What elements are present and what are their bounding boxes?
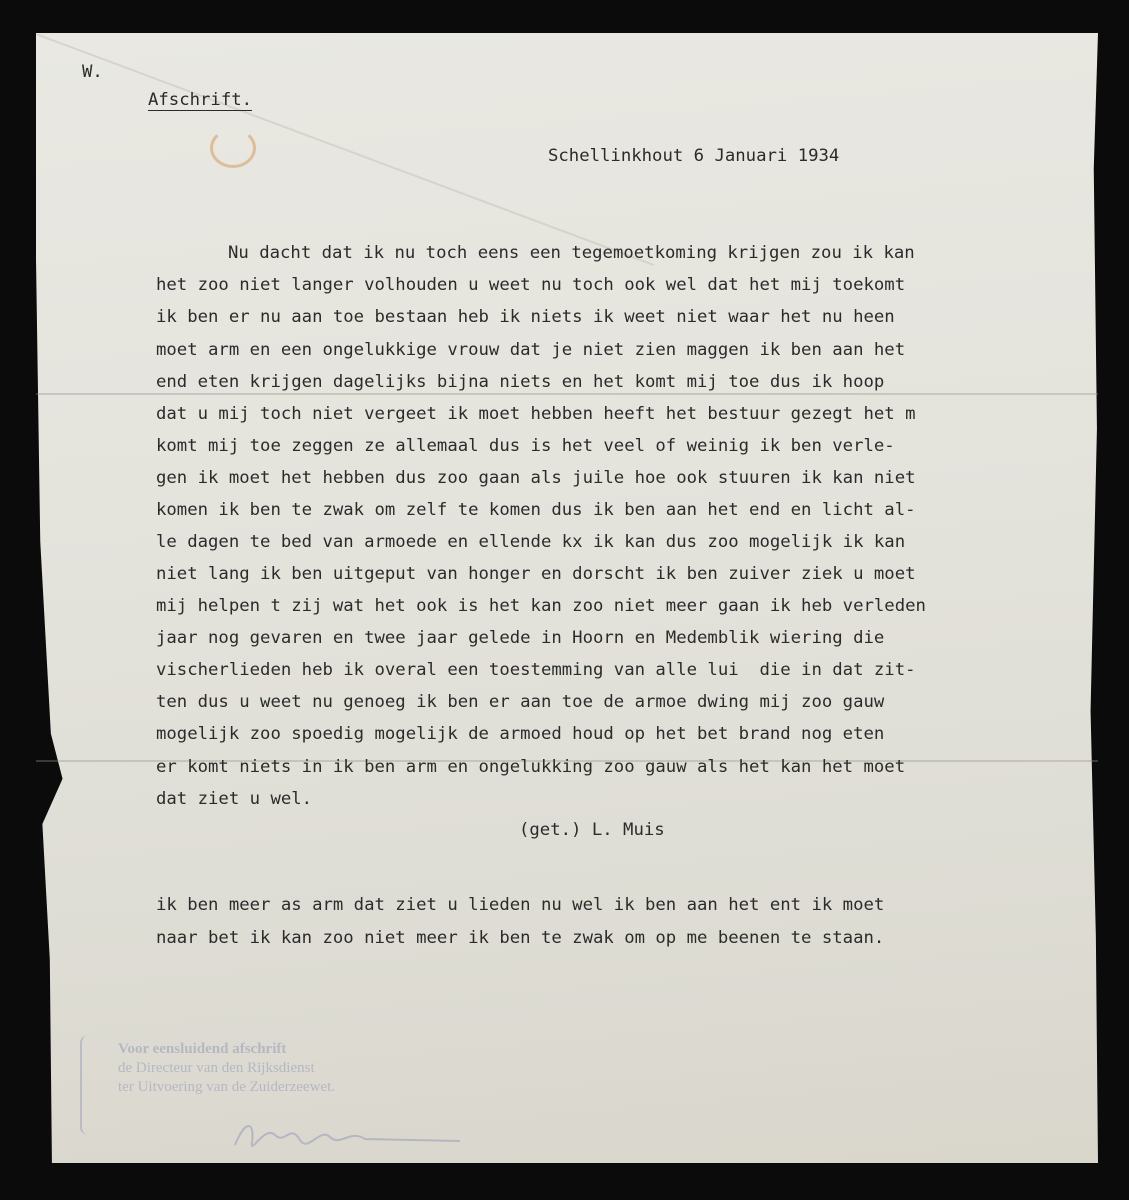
document-marker: W. <box>82 62 103 82</box>
body-line: komen ik ben te zwak om zelf te komen dus ik ben aan het end en licht al- <box>156 500 916 520</box>
signature: (get.) L. Muis <box>519 820 665 840</box>
place-date: Schellinkhout 6 Januari 1934 <box>548 146 840 166</box>
postscript-line: naar bet ik kan zoo niet meer ik ben te zwak om op me beenen te staan. <box>156 928 885 948</box>
body-line: komt mij toe zeggen ze allemaal dus is het veel of weinig ik ben verle- <box>156 436 895 456</box>
certification-stamp <box>80 1035 540 1160</box>
body-line: mij helpen t zij wat het ook is het kan zoo niet meer gaan ik heb verleden <box>156 596 926 616</box>
stamp-line: ter Uitvoering van de Zuiderzeewet. <box>118 1079 335 1095</box>
stamp-bracket <box>80 1035 94 1135</box>
handwritten-signature-icon <box>230 1115 470 1160</box>
body-line: er komt niets in ik ben arm en ongelukking zoo gauw als het kan het moet <box>156 757 906 777</box>
body-line: dat ziet u wel. <box>156 789 313 809</box>
body-line: end eten krijgen dagelijks bijna niets en het komt mij toe dus ik hoop <box>156 372 885 392</box>
body-line: jaar nog gevaren en twee jaar gelede in Hoorn en Medemblik wiering die <box>156 628 885 648</box>
body-line: het zoo niet langer volhouden u weet nu toch ook wel dat het mij toekomt <box>156 275 906 295</box>
document-heading: Afschrift. <box>148 90 253 110</box>
stamp-line: Voor eensluidend afschrift <box>118 1041 287 1057</box>
body-line: Nu dacht dat ik nu toch eens een tegemoetkoming krijgen zou ik kan <box>228 243 915 263</box>
body-line: niet lang ik ben uitgeput van honger en dorscht ik ben zuiver ziek u moet <box>156 564 916 584</box>
postscript-line: ik ben meer as arm dat ziet u lieden nu wel ik ben aan het ent ik moet <box>156 895 885 915</box>
rust-stain <box>210 128 256 168</box>
body-line: moet arm en een ongelukkige vrouw dat je niet zien maggen ik ben aan het <box>156 340 906 360</box>
fold-line <box>36 393 1098 395</box>
body-line: mogelijk zoo spoedig mogelijk de armoed houd op het bet brand nog eten <box>156 724 885 744</box>
body-line: ik ben er nu aan toe bestaan heb ik niets ik weet niet waar het nu heen <box>156 307 895 327</box>
body-line: dat u mij toch niet vergeet ik moet hebben heeft het bestuur gezegt het m <box>156 404 916 424</box>
stamp-line: de Directeur van den Rijksdienst <box>118 1060 315 1076</box>
body-line: ten dus u weet nu genoeg ik ben er aan toe de armoe dwing mij zoo gauw <box>156 692 885 712</box>
body-line: gen ik moet het hebben dus zoo gaan als juile hoe ook stuuren ik kan niet <box>156 468 916 488</box>
body-line: vischerlieden heb ik overal een toestemming van alle lui die in dat zit- <box>156 660 916 680</box>
body-line: le dagen te bed van armoede en ellende kx ik kan dus zoo mogelijk ik kan <box>156 532 906 552</box>
